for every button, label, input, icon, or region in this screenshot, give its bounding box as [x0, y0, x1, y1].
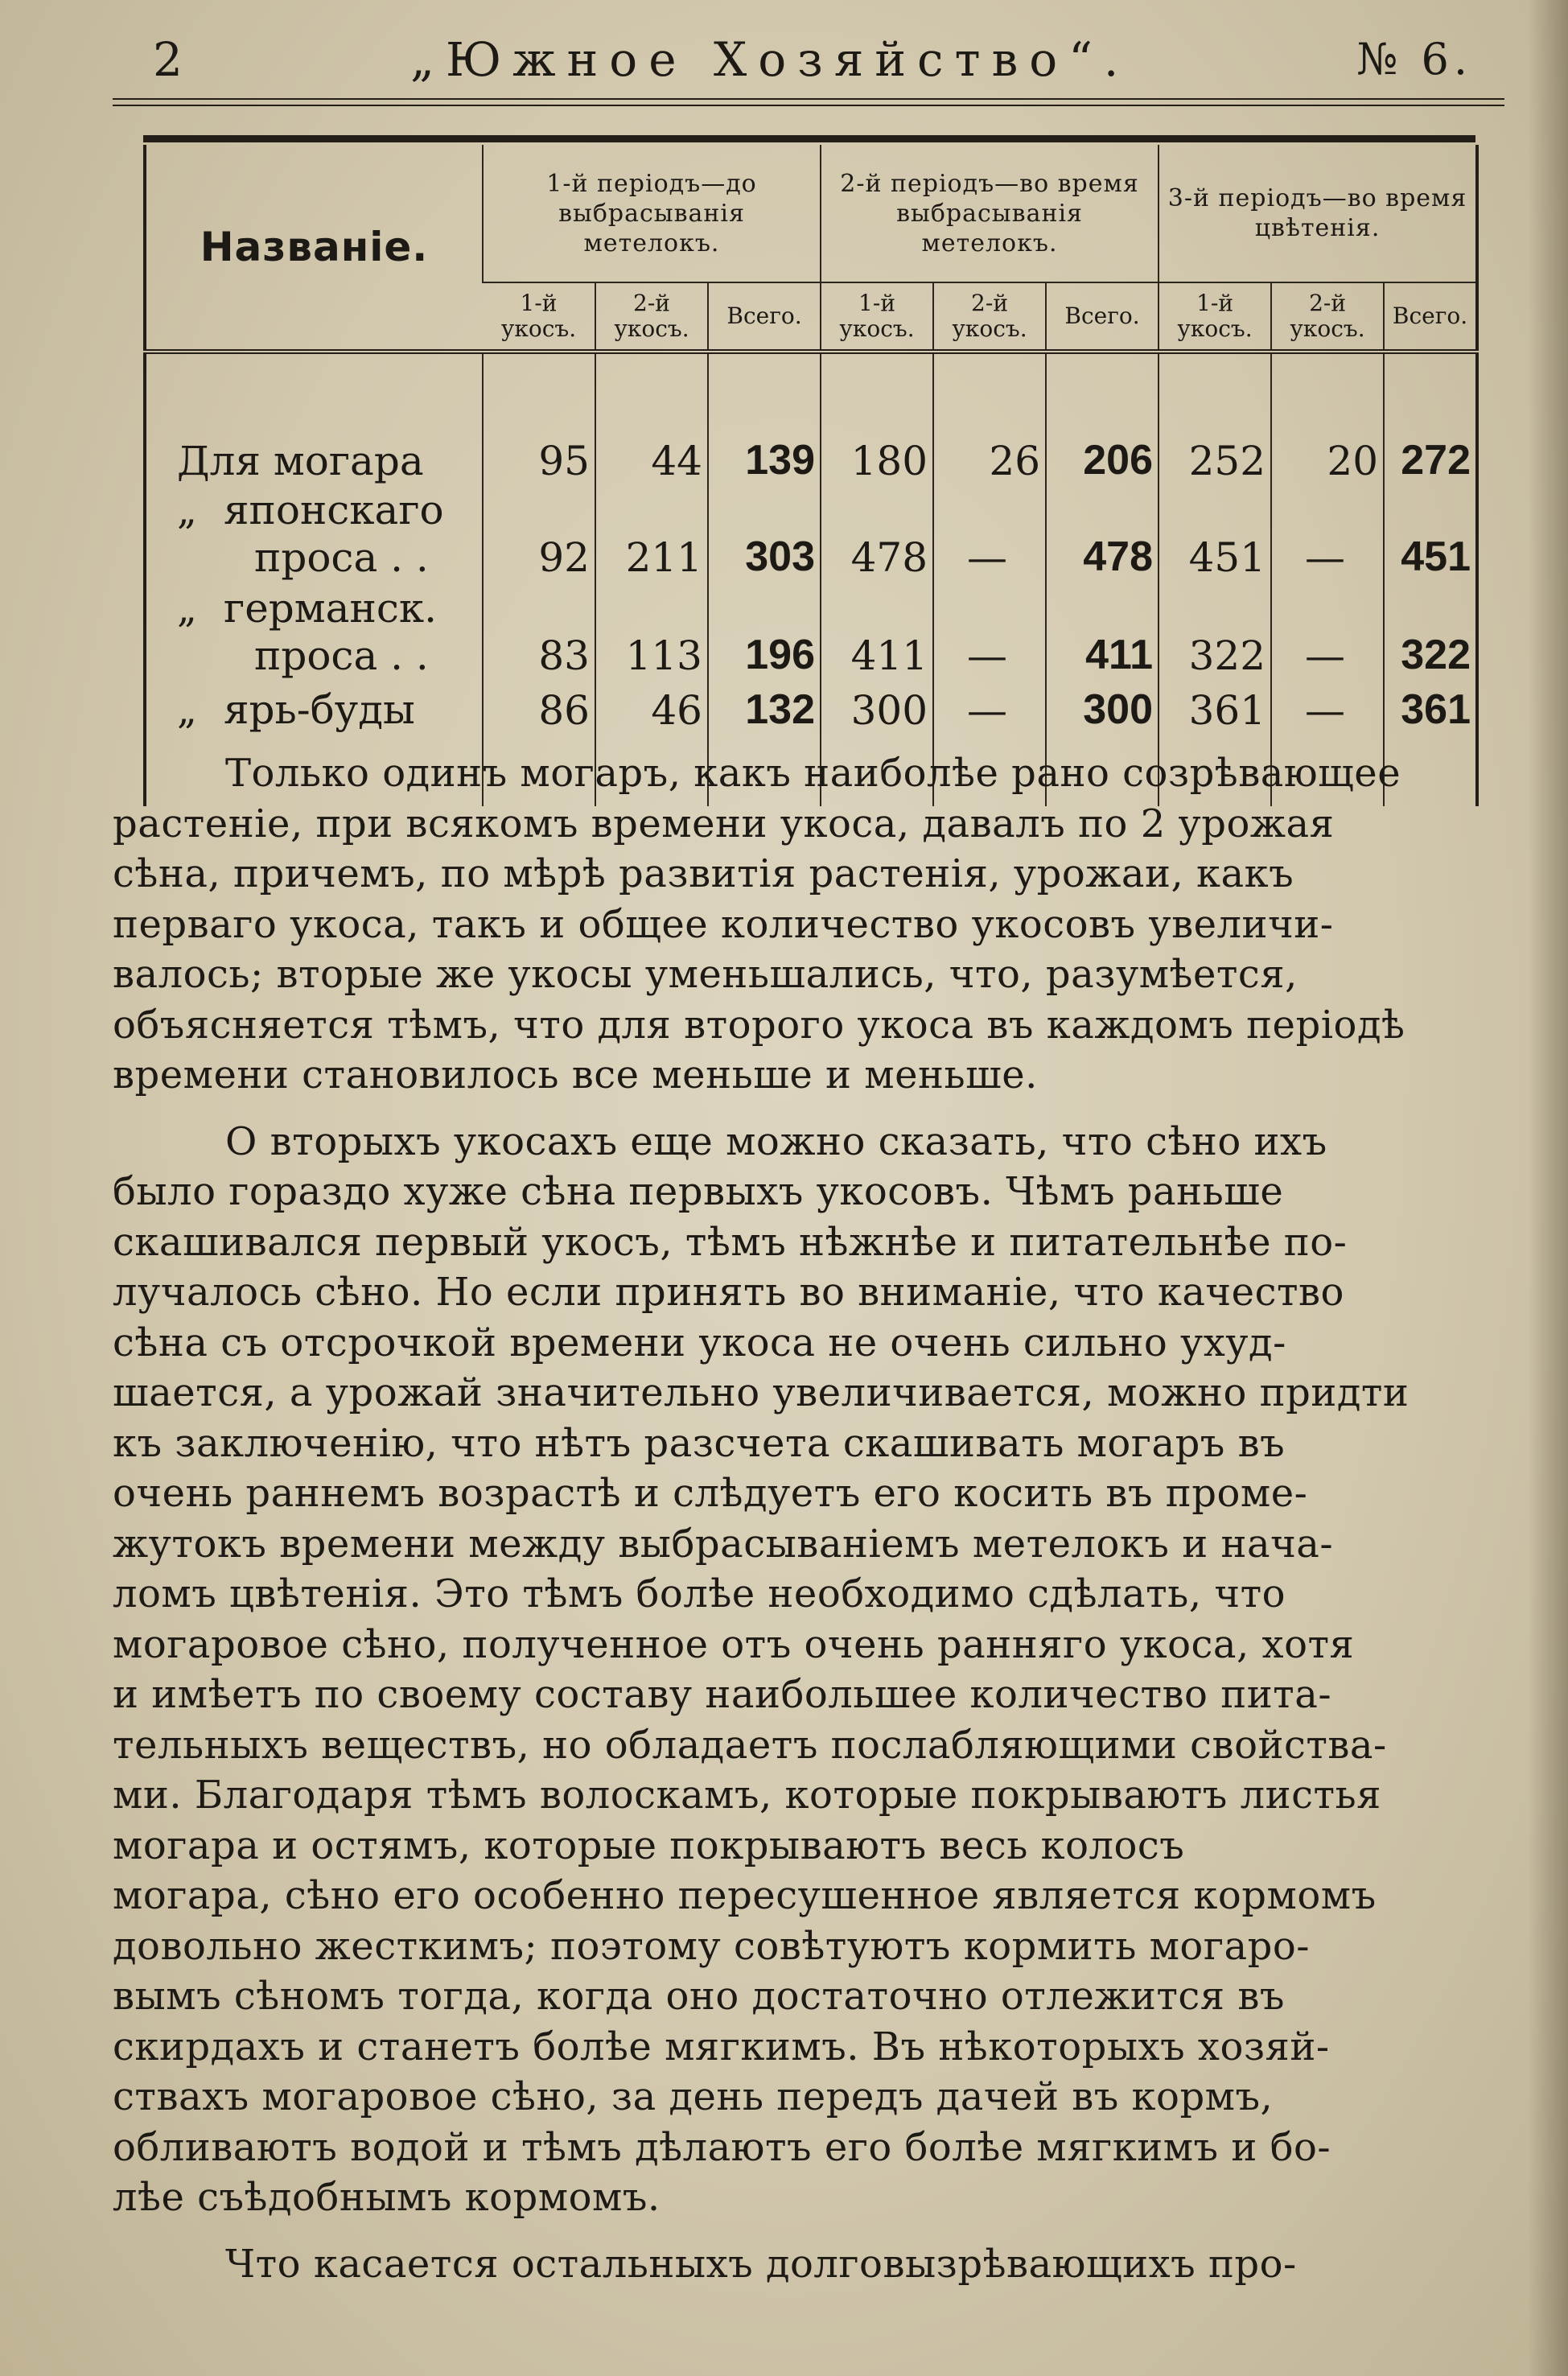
text-line — [113, 2239, 1525, 2290]
value-cell: 478 — [821, 484, 933, 581]
text-line — [113, 1468, 1525, 1519]
text-line — [113, 1670, 1525, 1720]
text-line — [113, 2172, 1525, 2223]
value-cell: — — [1271, 484, 1384, 581]
period-2-header: 2-й перiодъ—во время выбрасыванiя метелокъ. — [821, 145, 1159, 282]
value-cell: 451 — [1159, 484, 1271, 581]
table-row — [145, 581, 1477, 679]
text-line-content: къ заключенiю, что нѣтъ разсчета скашивать могаръ въ — [113, 1420, 1286, 1466]
value-cell: — — [933, 484, 1046, 581]
text-line — [113, 1519, 1525, 1570]
text-line — [113, 2123, 1525, 2173]
total-cell: 272 — [1384, 352, 1477, 484]
text-line-content: могаровое сѣно, полученное отъ очень ранняго укоса, хотя — [113, 1621, 1355, 1667]
article-body — [113, 748, 1525, 2289]
text-line — [113, 1620, 1525, 1670]
text-line — [113, 2022, 1525, 2073]
ditto-mark: „ — [177, 488, 197, 533]
value-cell: — — [933, 581, 1046, 679]
ditto-mark: „ — [177, 688, 197, 733]
text-line — [113, 1318, 1525, 1369]
text-line-content: вымъ сѣномъ тогда, когда оно достаточно отлежится въ — [113, 1974, 1285, 2019]
journal-title: „Южное Хозяйство“. — [410, 32, 1130, 87]
value-cell: — — [933, 679, 1046, 734]
crop-name: японскаго — [224, 487, 444, 533]
total-cell: 451 — [1384, 484, 1477, 581]
text-line-content: жутокъ времени между выбрасыванiемъ метелокъ и нача- — [113, 1521, 1334, 1567]
text-line — [113, 949, 1525, 1000]
sub-header: Всего. — [1384, 282, 1477, 352]
total-cell: 322 — [1384, 581, 1477, 679]
text-line — [113, 1971, 1525, 2022]
text-line-content: объясняется тѣмъ, что для второго укоса въ каждомъ перiодѣ — [113, 1002, 1405, 1048]
value-cell: — — [1271, 679, 1384, 734]
text-line-content: и имѣетъ по своему составу наибольшее количество пита- — [113, 1672, 1332, 1717]
text-line — [113, 1368, 1525, 1419]
sub-header: 2-й укосъ. — [933, 282, 1046, 352]
text-line-content: тельныхъ веществъ, но обладаетъ послабляющими свойства- — [113, 1722, 1387, 1768]
table-row — [145, 484, 1477, 581]
value-cell: 20 — [1271, 352, 1384, 484]
table-row — [145, 679, 1477, 734]
value-cell: 252 — [1159, 352, 1271, 484]
crop-name-cell — [145, 679, 483, 734]
text-line-content: обливаютъ водой и тѣмъ дѣлаютъ его болѣе мягкимъ и бо- — [113, 2124, 1331, 2170]
sub-header: 2-й укосъ. — [595, 282, 708, 352]
sub-header: Всего. — [708, 282, 821, 352]
text-line — [113, 1720, 1525, 1771]
sub-header: 2-й укосъ. — [1271, 282, 1384, 352]
sub-header: 1-й укосъ. — [1159, 282, 1271, 352]
text-line — [113, 1050, 1525, 1101]
issue-number: № 6. — [1356, 34, 1472, 84]
text-line-content: О вторыхъ укосахъ еще можно сказать, что сѣно ихъ — [225, 1118, 1327, 1164]
total-cell: 411 — [1046, 581, 1159, 679]
value-cell: 92 — [483, 484, 595, 581]
table-row — [145, 352, 1477, 484]
crop-name-cell — [145, 352, 483, 484]
value-cell: 86 — [483, 679, 595, 734]
text-line-content: растенiе, при всякомъ времени укоса, давалъ по 2 урожая — [113, 801, 1335, 846]
text-line — [113, 1821, 1525, 1872]
value-cell: 361 — [1159, 679, 1271, 734]
crop-name-continuation: проса . . — [254, 632, 429, 679]
text-line-content: могара, сѣно его особенно пересушенное является кормомъ — [113, 1873, 1377, 1918]
value-cell: 83 — [483, 581, 595, 679]
total-cell: 132 — [708, 679, 821, 734]
text-line-content: могара и остямъ, которые покрываютъ весь колосъ — [113, 1822, 1185, 1868]
value-cell: 44 — [595, 352, 708, 484]
crop-name: Для могара — [177, 438, 424, 484]
text-line — [113, 748, 1525, 799]
ditto-mark: „ — [177, 587, 197, 632]
value-cell: 300 — [821, 679, 933, 734]
text-line-content: шается, а урожай значительно увеличивается, можно придти — [113, 1370, 1410, 1415]
text-line-content: перваго укоса, такъ и общее количество укосовъ увеличи- — [113, 901, 1334, 947]
text-line — [113, 1569, 1525, 1620]
period-3-header: 3-й перiодъ—во время цвѣтенiя. — [1159, 145, 1477, 282]
text-line — [113, 1167, 1525, 1217]
value-cell: — — [1271, 581, 1384, 679]
total-cell: 139 — [708, 352, 821, 484]
text-line — [113, 900, 1525, 950]
text-line-content: довольно жесткимъ; поэтому совѣтуютъ кормить могаро- — [113, 1923, 1310, 1969]
total-cell: 361 — [1384, 679, 1477, 734]
value-cell: 322 — [1159, 581, 1271, 679]
text-line-content: скашивался первый укосъ, тѣмъ нѣжнѣе и питательнѣе по- — [113, 1219, 1348, 1265]
text-line-content: сѣна съ отсрочкой времени укоса не очень сильно ухуд- — [113, 1320, 1286, 1365]
text-line-content: Что касается остальныхъ долговызрѣвающихъ про- — [225, 2241, 1297, 2287]
value-cell: 411 — [821, 581, 933, 679]
value-cell: 180 — [821, 352, 933, 484]
page-number: 2 — [153, 32, 183, 87]
value-cell: 113 — [595, 581, 708, 679]
text-line — [113, 799, 1525, 850]
text-line-content: сѣна, причемъ, по мѣрѣ развитiя растенiя, урожаи, какъ — [113, 851, 1294, 896]
text-line-content: ломъ цвѣтенiя. Это тѣмъ болѣе необходимо сдѣлать, что — [113, 1571, 1286, 1616]
page-spine-shadow — [1528, 0, 1568, 2376]
value-cell: 46 — [595, 679, 708, 734]
paragraph-gap — [113, 1101, 1525, 1117]
text-line — [113, 1000, 1525, 1051]
text-line — [113, 1217, 1525, 1268]
value-cell: 211 — [595, 484, 708, 581]
value-cell: 95 — [483, 352, 595, 484]
name-column-header: Названiе. — [145, 145, 483, 352]
yield-table — [143, 145, 1479, 806]
text-line-content: ми. Благодаря тѣмъ волоскамъ, которые покрываютъ листья — [113, 1773, 1381, 1818]
text-line — [113, 1117, 1525, 1167]
text-line — [113, 1267, 1525, 1318]
text-line-content: времени становилось все меньше и меньше. — [113, 1052, 1038, 1097]
text-line — [113, 2072, 1525, 2123]
text-line — [113, 849, 1525, 900]
text-line-content: ствахъ могаровое сѣно, за день передъ дачей въ кормъ, — [113, 2074, 1274, 2119]
period-1-header: 1-й перiодъ—до выбрасыванiя метелокъ. — [483, 145, 821, 282]
text-line-content: скирдахъ и станетъ болѣе мягкимъ. Въ нѣкоторыхъ хозяй- — [113, 2024, 1330, 2069]
total-cell: 300 — [1046, 679, 1159, 734]
total-cell: 206 — [1046, 352, 1159, 484]
crop-name-continuation: проса . . — [254, 534, 429, 581]
sub-header: 1-й укосъ. — [483, 282, 595, 352]
total-cell: 478 — [1046, 484, 1159, 581]
paragraph-gap — [113, 2223, 1525, 2239]
text-line-content: Только одинъ могаръ, какъ наиболѣе рано созрѣвающее — [225, 751, 1401, 796]
crop-name-cell — [145, 484, 483, 581]
text-line-content: было гораздо хуже сѣна первыхъ укосовъ. Чѣмъ раньше — [113, 1169, 1284, 1214]
text-line — [113, 1871, 1525, 1921]
sub-header: 1-й укосъ. — [821, 282, 933, 352]
text-line — [113, 1770, 1525, 1821]
crop-name: германск. — [224, 585, 437, 632]
header-rule — [113, 98, 1504, 100]
text-line-content: лучалось сѣно. Но если принять во вниманiе, что качество — [113, 1270, 1344, 1315]
total-cell: 303 — [708, 484, 821, 581]
text-line-content: очень раннемъ возрастѣ и слѣдуетъ его косить въ проме- — [113, 1471, 1308, 1516]
text-line — [113, 1921, 1525, 1972]
text-line — [113, 1419, 1525, 1469]
text-line-content: лѣе съѣдобнымъ кормомъ. — [113, 2175, 661, 2220]
crop-name: ярь-буды — [224, 686, 415, 733]
table-top-rule — [143, 135, 1475, 142]
value-cell: 26 — [933, 352, 1046, 484]
header-rule-2 — [113, 105, 1504, 106]
crop-name-cell — [145, 581, 483, 679]
sub-header: Всего. — [1046, 282, 1159, 352]
text-line-content: валось; вторые же укосы уменьшались, что, разумѣется, — [113, 952, 1298, 997]
total-cell: 196 — [708, 581, 821, 679]
running-header — [153, 24, 1472, 97]
